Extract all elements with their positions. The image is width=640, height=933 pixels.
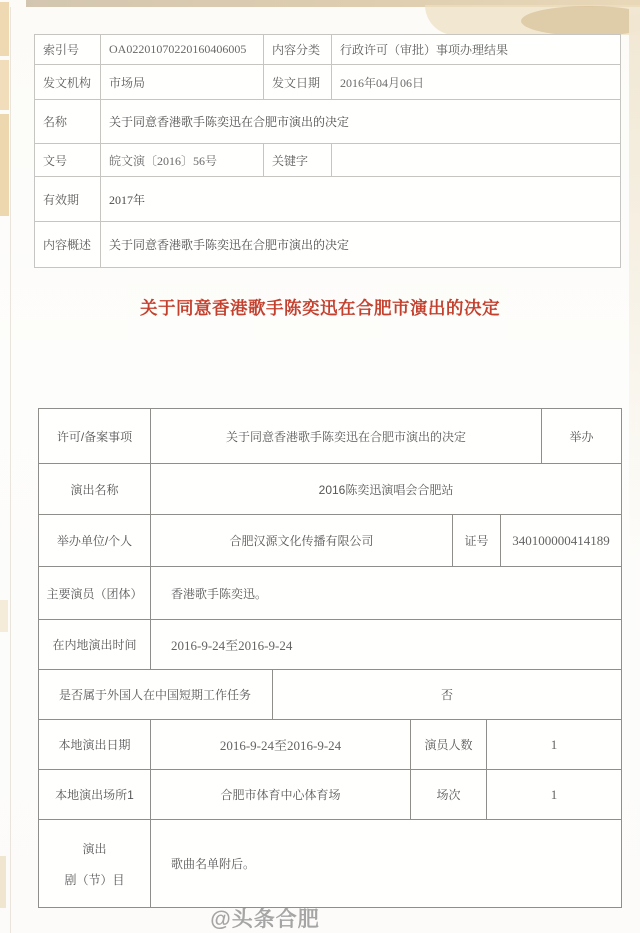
show-name-value: 2016陈奕迅演唱会合肥站 — [150, 464, 621, 514]
page-title: 关于同意香港歌手陈奕迅在合肥市演出的决定 — [140, 298, 500, 318]
metadata-table — [34, 34, 621, 268]
mainland-time-value: 2016-9-24至2016-9-24 — [150, 620, 621, 669]
photo-edge-left-5 — [0, 856, 6, 908]
show-name-label: 演出名称 — [70, 482, 119, 497]
table-row — [39, 719, 621, 769]
table-row — [35, 35, 621, 65]
photo-edge-left-3 — [0, 114, 9, 216]
permit-table — [38, 408, 622, 908]
performer-count-value: 1 — [486, 720, 621, 769]
page-edge-line — [10, 7, 11, 933]
index-label: 索引号 — [35, 35, 101, 65]
local-date-value: 2016-9-24至2016-9-24 — [150, 720, 410, 769]
organizer-value: 合肥汉源文化传播有限公司 — [150, 515, 452, 566]
pubdate-value: 2016年04月06日 — [332, 65, 621, 100]
summary-label: 内容概述 — [35, 222, 101, 268]
table-row — [39, 819, 621, 907]
venue-label: 本地演出场所1 — [55, 788, 134, 802]
table-row — [35, 65, 621, 100]
validity-value: 2017年 — [101, 177, 621, 222]
performer-count-label: 演员人数 — [410, 720, 486, 769]
foreign-task-label: 是否属于外国人在中国短期工作任务 — [59, 688, 252, 702]
docno-label: 文号 — [35, 144, 101, 177]
photo-edge-left-1 — [0, 2, 9, 56]
local-date-label: 本地演出日期 — [58, 738, 131, 752]
pubdate-label: 发文日期 — [264, 65, 332, 100]
category-value: 行政许可（审批）事项办理结果 — [332, 35, 621, 65]
table-row — [39, 463, 621, 514]
name-value: 关于同意香港歌手陈奕迅在合肥市演出的决定 — [101, 100, 621, 144]
foreign-task-value: 否 — [272, 670, 621, 719]
table-row — [35, 144, 621, 177]
keyword-value — [332, 144, 621, 177]
program-value: 歌曲名单附后。 — [150, 820, 621, 907]
org-label: 发文机构 — [35, 65, 101, 100]
org-value: 市场局 — [101, 65, 264, 100]
table-row — [35, 177, 621, 222]
table-row — [39, 769, 621, 819]
permit-item-type: 举办 — [541, 409, 621, 463]
table-row — [35, 222, 621, 268]
sessions-label: 场次 — [410, 770, 486, 819]
name-label: 名称 — [35, 100, 101, 144]
program-label-line2: 剧（节）目 — [64, 872, 125, 887]
category-label: 内容分类 — [264, 35, 332, 65]
validity-label: 有效期 — [35, 177, 101, 222]
sessions-value: 1 — [486, 770, 621, 819]
cert-value: 340100000414189 — [500, 515, 621, 566]
venue-value: 合肥市体育中心体育场 — [150, 770, 410, 819]
cert-label: 证号 — [452, 515, 500, 566]
table-row — [39, 409, 621, 463]
table-row — [39, 619, 621, 669]
photo-edge-right — [629, 7, 640, 567]
table-row — [39, 669, 621, 719]
watermark-credit: @头条合肥 — [210, 908, 320, 931]
program-label — [39, 820, 150, 907]
performer-label: 主要演员（团体） — [46, 586, 143, 601]
keyword-label: 关键字 — [264, 144, 332, 177]
photo-edge-left-2 — [0, 60, 9, 110]
permit-item-label: 许可/备案事项 — [56, 429, 133, 444]
table-row — [39, 514, 621, 566]
performer-value: 香港歌手陈奕迅。 — [150, 567, 621, 619]
program-label-line1: 演出 — [82, 841, 107, 856]
organizer-label: 举办单位/个人 — [56, 534, 133, 548]
mainland-time-label: 在内地演出时间 — [52, 638, 137, 652]
summary-value: 关于同意香港歌手陈奕迅在合肥市演出的决定 — [101, 222, 621, 268]
table-row — [35, 100, 621, 144]
table-row — [39, 566, 621, 619]
docno-value: 皖文演〔2016〕56号 — [101, 144, 264, 177]
index-value: OA02201070220160406005 — [101, 35, 264, 65]
permit-item-value: 关于同意香港歌手陈奕迅在合肥市演出的决定 — [150, 409, 541, 463]
photo-edge-left-4 — [0, 600, 8, 632]
